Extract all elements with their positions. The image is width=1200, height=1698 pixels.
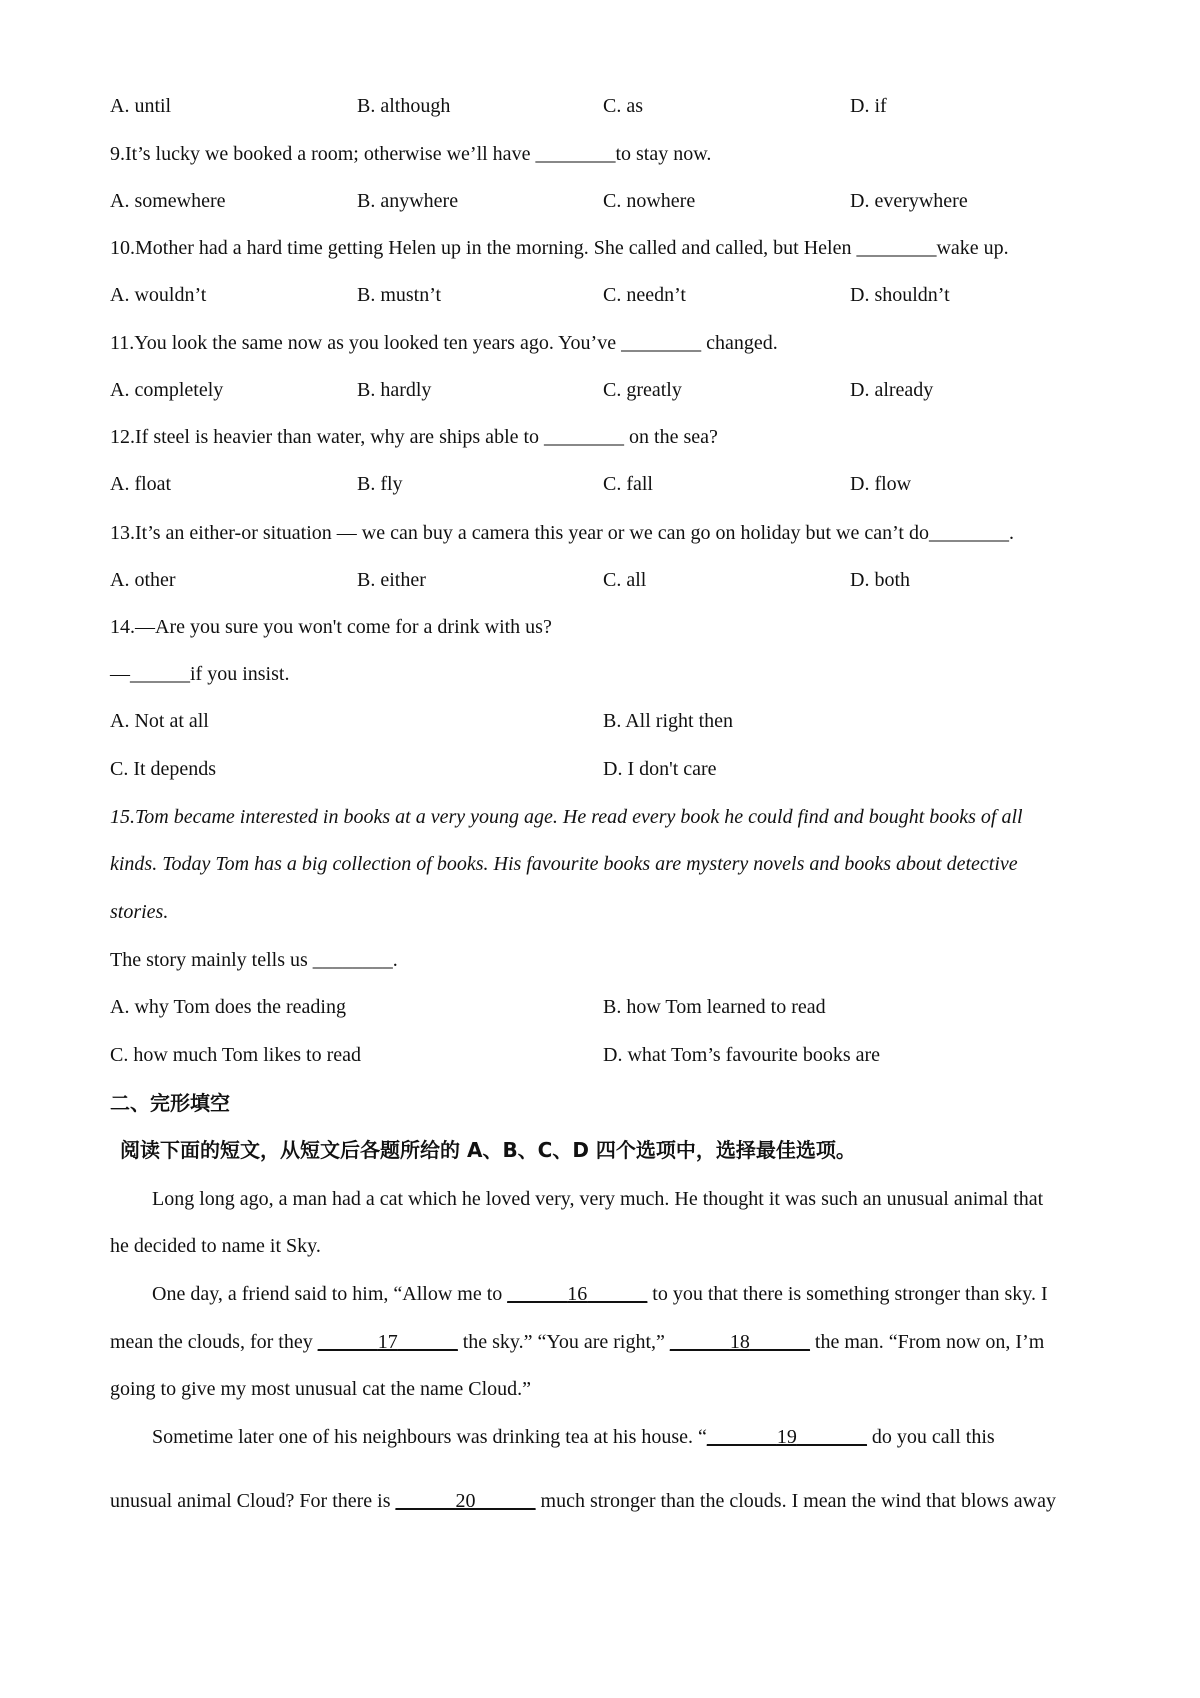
passage-text: Sometime later one of his neighbours was drinking tea at his house. “ bbox=[152, 1426, 707, 1448]
q13-option-a: A. other bbox=[110, 569, 176, 591]
q15-stem: The story mainly tells us ________. bbox=[110, 949, 398, 971]
q10-option-b: B. mustn’t bbox=[357, 284, 442, 306]
blank-16: ______16______ bbox=[507, 1283, 648, 1305]
q11-option-b: B. hardly bbox=[357, 379, 432, 401]
q12-stem: 12.If steel is heavier than water, why are ships able to ________ on the sea? bbox=[110, 426, 718, 448]
passage-text: do you call this bbox=[866, 1426, 995, 1448]
q15-passage-line: kinds. Today Tom has a big collection of books. His favourite books are mystery novels and books about detective bbox=[110, 853, 1018, 875]
q14-option-b: B. All right then bbox=[603, 710, 733, 732]
passage-line bbox=[110, 1330, 1044, 1354]
q9-option-d: D. everywhere bbox=[850, 190, 968, 212]
q15-option-a: A. why Tom does the reading bbox=[110, 996, 346, 1018]
q8-option-b: B. although bbox=[357, 95, 451, 117]
q8-option-d: D. if bbox=[850, 95, 887, 117]
passage-text: much stronger than the clouds. I mean the wind that blows away bbox=[535, 1490, 1056, 1512]
passage-text: mean the clouds, for they bbox=[110, 1331, 318, 1353]
q12-option-a: A. float bbox=[110, 473, 172, 495]
q14-option-c: C. It depends bbox=[110, 758, 217, 780]
passage-line bbox=[152, 1425, 995, 1449]
q10-stem: 10.Mother had a hard time getting Helen up in the morning. She called and called, but Helen ________wake up. bbox=[110, 237, 1009, 259]
blank-20: ______20______ bbox=[395, 1490, 536, 1512]
q12-option-c: C. fall bbox=[603, 473, 653, 495]
q9-option-a: A. somewhere bbox=[110, 190, 226, 212]
q15-passage-line: stories. bbox=[110, 901, 169, 923]
q9-stem: 9.It’s lucky we booked a room; otherwise we’ll have ________to stay now. bbox=[110, 143, 712, 165]
blank-number: 18 bbox=[729, 1331, 750, 1353]
q9-option-c: C. nowhere bbox=[603, 190, 696, 212]
q13-option-d: D. both bbox=[850, 569, 910, 591]
section-instruction: 阅读下面的短文，从短文后各题所给的 A、B、C、D 四个选项中，选择最佳选项。 bbox=[120, 1138, 856, 1162]
passage-text: the sky.” “You are right,” bbox=[457, 1331, 670, 1353]
q10-option-d: D. shouldn’t bbox=[850, 284, 950, 306]
q11-option-c: C. greatly bbox=[603, 379, 682, 401]
q15-option-d: D. what Tom’s favourite books are bbox=[603, 1044, 881, 1066]
q9-option-b: B. anywhere bbox=[357, 190, 459, 212]
q11-option-a: A. completely bbox=[110, 379, 224, 401]
passage-line bbox=[152, 1282, 1048, 1306]
passage-text: unusual animal Cloud? For there is bbox=[110, 1490, 396, 1512]
q14-option-d: D. I don't care bbox=[603, 758, 717, 780]
passage-line: he decided to name it Sky. bbox=[110, 1235, 321, 1257]
blank-18: ______18______ bbox=[669, 1331, 810, 1353]
passage-line: Long long ago, a man had a cat which he loved very, very much. He thought it was such an unusual animal that bbox=[152, 1188, 1044, 1210]
passage-text: One day, a friend said to him, “Allow me to bbox=[152, 1283, 508, 1305]
q14-reply: —______if you insist. bbox=[110, 663, 290, 685]
q15-passage-line: 15.Tom became interested in books at a very young age. He read every book he could find and bought books of all bbox=[110, 806, 1023, 828]
passage-text: to you that there is something stronger than sky. I bbox=[647, 1283, 1048, 1305]
passage-line bbox=[110, 1489, 1056, 1513]
q14-option-a: A. Not at all bbox=[110, 710, 209, 732]
blank-number: 16 bbox=[567, 1283, 588, 1305]
q11-stem: 11.You look the same now as you looked ten years ago. You’ve ________ changed. bbox=[110, 332, 778, 354]
q12-option-b: B. fly bbox=[357, 473, 403, 495]
blank-number: 19 bbox=[776, 1426, 797, 1448]
blank-number: 20 bbox=[455, 1490, 476, 1512]
q13-option-b: B. either bbox=[357, 569, 426, 591]
q15-option-c: C. how much Tom likes to read bbox=[110, 1044, 361, 1066]
passage-text: the man. “From now on, I’m bbox=[809, 1331, 1045, 1353]
q13-option-c: C. all bbox=[603, 569, 647, 591]
section-title: 二、完形填空 bbox=[110, 1091, 230, 1115]
q10-option-a: A. wouldn’t bbox=[110, 284, 207, 306]
q12-option-d: D. flow bbox=[850, 473, 912, 495]
q13-stem: 13.It’s an either-or situation — we can buy a camera this year or we can go on holiday but we can’t do________. bbox=[110, 522, 1014, 544]
q11-option-d: D. already bbox=[850, 379, 934, 401]
passage-line: going to give my most unusual cat the name Cloud.” bbox=[110, 1378, 532, 1400]
q14-stem: 14.—Are you sure you won't come for a drink with us? bbox=[110, 616, 552, 638]
q8-option-a: A. until bbox=[110, 95, 172, 117]
blank-number: 17 bbox=[377, 1331, 398, 1353]
q8-option-c: C. as bbox=[603, 95, 643, 117]
q15-option-b: B. how Tom learned to read bbox=[603, 996, 826, 1018]
blank-19: _______19_______ bbox=[706, 1426, 867, 1448]
blank-17: ______17______ bbox=[317, 1331, 458, 1353]
q10-option-c: C. needn’t bbox=[603, 284, 686, 306]
